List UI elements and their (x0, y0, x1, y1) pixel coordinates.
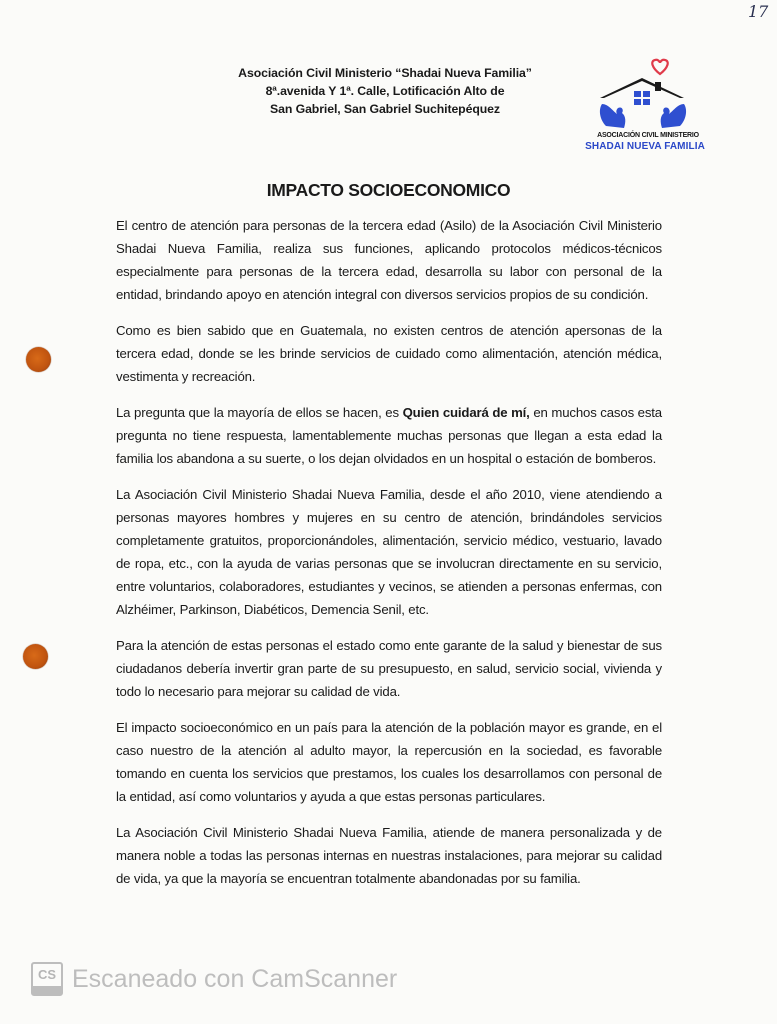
roof-icon (600, 78, 684, 98)
letterhead-address-line2: San Gabriel, San Gabriel Suchitepéquez (270, 102, 500, 116)
camscanner-logo-icon (31, 962, 63, 996)
paragraph (116, 401, 662, 470)
camscanner-logo-label: CS (37, 967, 57, 982)
right-figure-icon (661, 104, 686, 128)
punch-hole-mark (23, 644, 48, 669)
document-body (116, 214, 662, 903)
paragraph: Para la atención de estas personas el estado como ente garante de la salud y bienestar de sus ciudadanos debería invertir gran parte de su presupuesto, en salud, servicio social, vivienda y todo lo necesario para mejorar su calidad de vida. (116, 638, 662, 699)
camscanner-watermark (31, 961, 397, 997)
heart-icon (652, 60, 667, 74)
paragraph: La Asociación Civil Ministerio Shadai Nueva Familia, atiende de manera personalizada y de manera noble a todas las personas internas en nuestras instalaciones, para mejorar su calidad de vida, ya que la mayoría se encuentran totalmente abandonadas por su familia. (116, 825, 662, 886)
paragraph: La Asociación Civil Ministerio Shadai Nueva Familia, desde el año 2010, viene atendiendo a personas mayores hombres y mujeres en su centro de atención, brindándoles servicios completamente gratuitos, proporcionándoles, alimentación, servicio médico, vestuario, lavado de ropa, etc., con la ayuda de varias personas que se involucran directamente en su servicio, entre voluntarios, colaboradores, estudiantes y vecinos, se atienden a personas enfermas, con Alzhéimer, Parkinson, Diabéticos, Demencia Senil, etc. (116, 487, 662, 617)
letterhead-organization: Asociación Civil Ministerio “Shadai Nueva Familia” (238, 66, 532, 80)
punch-hole-mark (26, 347, 51, 372)
paragraph: Como es bien sabido que en Guatemala, no existen centros de atención apersonas de la tercera edad, donde se les brinde servicios de cuidado como alimentación, atención médica, vestimenta y recreación. (116, 323, 662, 384)
letterhead-address-line1: 8ª.avenida Y 1ª. Calle, Lotificación Alto de (265, 84, 505, 98)
logo-text-name: SHADAI NUEVA FAMILIA (585, 141, 705, 152)
house-family-logo-icon (560, 58, 730, 136)
logo-text-association: ASOCIACIÓN CIVIL MINISTERIO (597, 132, 699, 139)
handwritten-page-number: 17 (748, 2, 769, 21)
letterhead (200, 64, 570, 118)
paragraph: El centro de atención para personas de la tercera edad (Asilo) de la Asociación Civil Ministerio Shadai Nueva Familia, realiza sus funciones, aplicando protocolos médicos-técnicos especialmente para personas de la tercera edad, desarrolla su labor con personal de la entidad, brindando apoyo en atención integral con diversos servicios propios de su condición. (116, 218, 662, 302)
paragraph-text: La pregunta que la mayoría de ellos se hacen, es (116, 405, 403, 420)
paragraph-bold-question: Quien cuidará de mí, (402, 405, 530, 420)
window-icon (634, 91, 650, 105)
document-title: IMPACTO SOCIOECONOMICO (266, 180, 511, 200)
paragraph: El impacto socioeconómico en un país para la atención de la población mayor es grande, en el caso nuestro de la atención al adulto mayor, la repercusión en la sociedad, es favorable tomando en cuenta los servicios que prestamos, los cuales los desarrollamos con personal de la entidad, así como voluntarios y ayuda a que estas personas particulares. (116, 720, 662, 804)
paragraph-text: en muchos casos esta pregunta no tiene respuesta, lamentablemente muchas personas que llegan a esta edad la familia los abandona a su suerte, o los dejan olvidados en un hospital o estación de bomberos. (116, 405, 662, 466)
left-figure-icon (600, 104, 625, 128)
watermark-text: Escaneado con CamScanner (72, 964, 398, 993)
organization-logo (560, 58, 730, 158)
